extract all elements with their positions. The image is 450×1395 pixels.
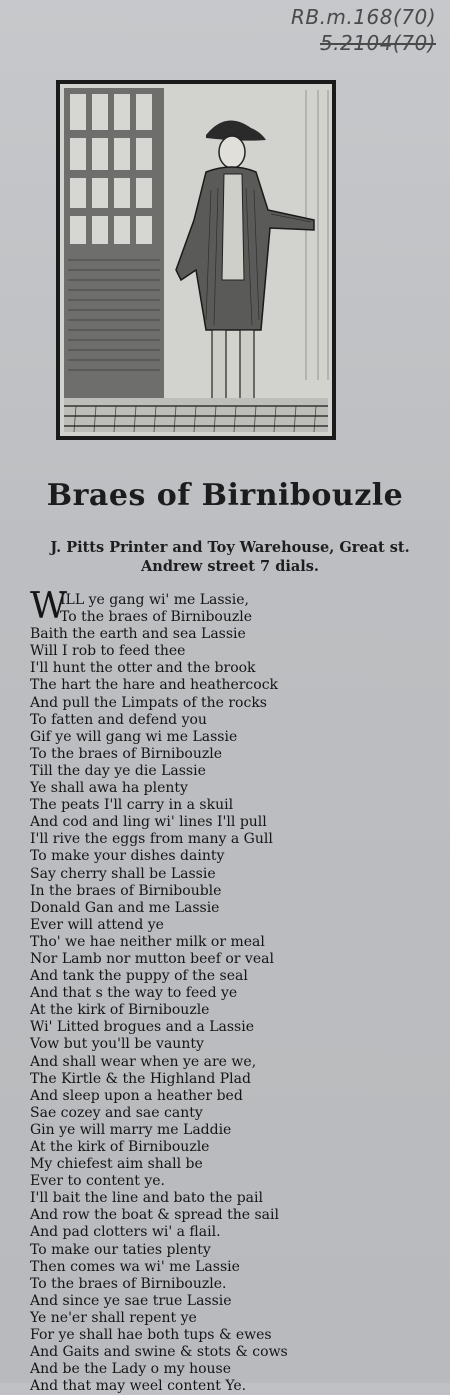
- verse-line: Will I rob to feed thee: [30, 643, 186, 660]
- verse-line: Ye shall awa ha plenty: [30, 780, 188, 797]
- verse-line: And be the Lady o my house: [30, 1361, 232, 1378]
- verse-line: Gif ye will gang wi me Lassie: [30, 728, 238, 745]
- verse-line: And that may weel content Ye.: [30, 1378, 247, 1395]
- verse-dropcap: W: [30, 586, 68, 627]
- verse-line: At the kirk of Birnibouzle: [30, 1002, 210, 1019]
- verse-line: Say cherry shall be Lassie: [30, 865, 216, 882]
- verse-line: And row the boat & spread the sail: [30, 1207, 279, 1224]
- verse-line: And cod and ling wi' lines I'll pull: [30, 814, 267, 831]
- verse-line: Ever will attend ye: [30, 916, 164, 933]
- verse-line: And pull the Limpats of the rocks: [30, 694, 267, 711]
- verse-line: And shall wear when ye are we,: [30, 1053, 257, 1070]
- verse-line: Till the day ye die Lassie: [30, 762, 206, 779]
- verse-line: To make your dishes dainty: [30, 848, 225, 865]
- verse-line: Vow but you'll be vaunty: [30, 1036, 204, 1053]
- verse-line: Ye ne'er shall repent ye: [30, 1309, 197, 1326]
- verse-line: My chiefest aim shall be: [30, 1156, 203, 1173]
- verse-line: Then comes wa wi' me Lassie: [30, 1258, 240, 1275]
- verse-line: And tank the puppy of the seal: [30, 968, 248, 985]
- verse-line: And since ye sae true Lassie: [30, 1292, 232, 1309]
- verse-line: And that s the way to feed ye: [30, 985, 238, 1002]
- verse-line: To the braes of Birnibouzle: [60, 609, 252, 626]
- imprint-line-2: Andrew street 7 dials.: [141, 558, 319, 575]
- verse-line: For ye shall hae both tups & ewes: [30, 1327, 272, 1344]
- verse-line: Ever to content ye.: [30, 1173, 165, 1190]
- verse-line: I'll hunt the otter and the brook: [30, 660, 256, 677]
- verse-line: And Gaits and swine & stots & cows: [30, 1344, 288, 1361]
- song-verse: [30, 592, 430, 1395]
- verse-line: In the braes of Birnibouble: [30, 882, 222, 899]
- printer-imprint: [30, 538, 430, 576]
- verse-line: And sleep upon a heather bed: [30, 1087, 243, 1104]
- verse-line: I'll bait the line and bato the pail: [30, 1190, 263, 1207]
- verse-line: To fatten and defend you: [30, 711, 207, 728]
- verse-line: At the kirk of Birnibouzle: [30, 1139, 210, 1155]
- verse-line: Donald Gan and me Lassie: [30, 899, 220, 916]
- verse-line: The hart the hare and heathercock: [30, 677, 279, 694]
- verse-line: Sae cozey and sae canty: [30, 1104, 203, 1121]
- verse-line: And pad clotters wi' a flail.: [30, 1224, 221, 1241]
- verse-line: Tho' we hae neither milk or meal: [30, 933, 265, 950]
- shelfmark-annotation: [291, 4, 436, 56]
- woodcut-illustration-icon: [56, 80, 336, 440]
- verse-line: ILL ye gang wi' me Lassie,: [60, 592, 249, 608]
- broadside-title: Braes of Birnibouzle: [46, 478, 404, 513]
- verse-line: Nor Lamb nor mutton beef or veal: [30, 950, 274, 967]
- verse-line: The Kirtle & the Highland Plad: [30, 1070, 251, 1087]
- shelfmark-line-2: 5.2104(70): [319, 31, 436, 55]
- verse-line: To the braes of Birnibouzle.: [30, 1275, 227, 1292]
- shelfmark-line-1: RB.m.168(70): [290, 5, 436, 29]
- verse-line: Baith the earth and sea Lassie: [30, 626, 246, 643]
- verse-line: Wi' Litted brogues and a Lassie: [30, 1019, 254, 1036]
- verse-line: To make our taties plenty: [30, 1241, 211, 1258]
- verse-line: Gin ye will marry me Laddie: [30, 1121, 232, 1138]
- imprint-line-1: J. Pitts Printer and Toy Warehouse, Great st.: [50, 539, 410, 556]
- verse-line: The peats I'll carry in a skuil: [30, 797, 234, 814]
- verse-line: To the braes of Birnibouzle: [30, 745, 222, 762]
- verse-line: I'll rive the eggs from many a Gull: [30, 831, 273, 848]
